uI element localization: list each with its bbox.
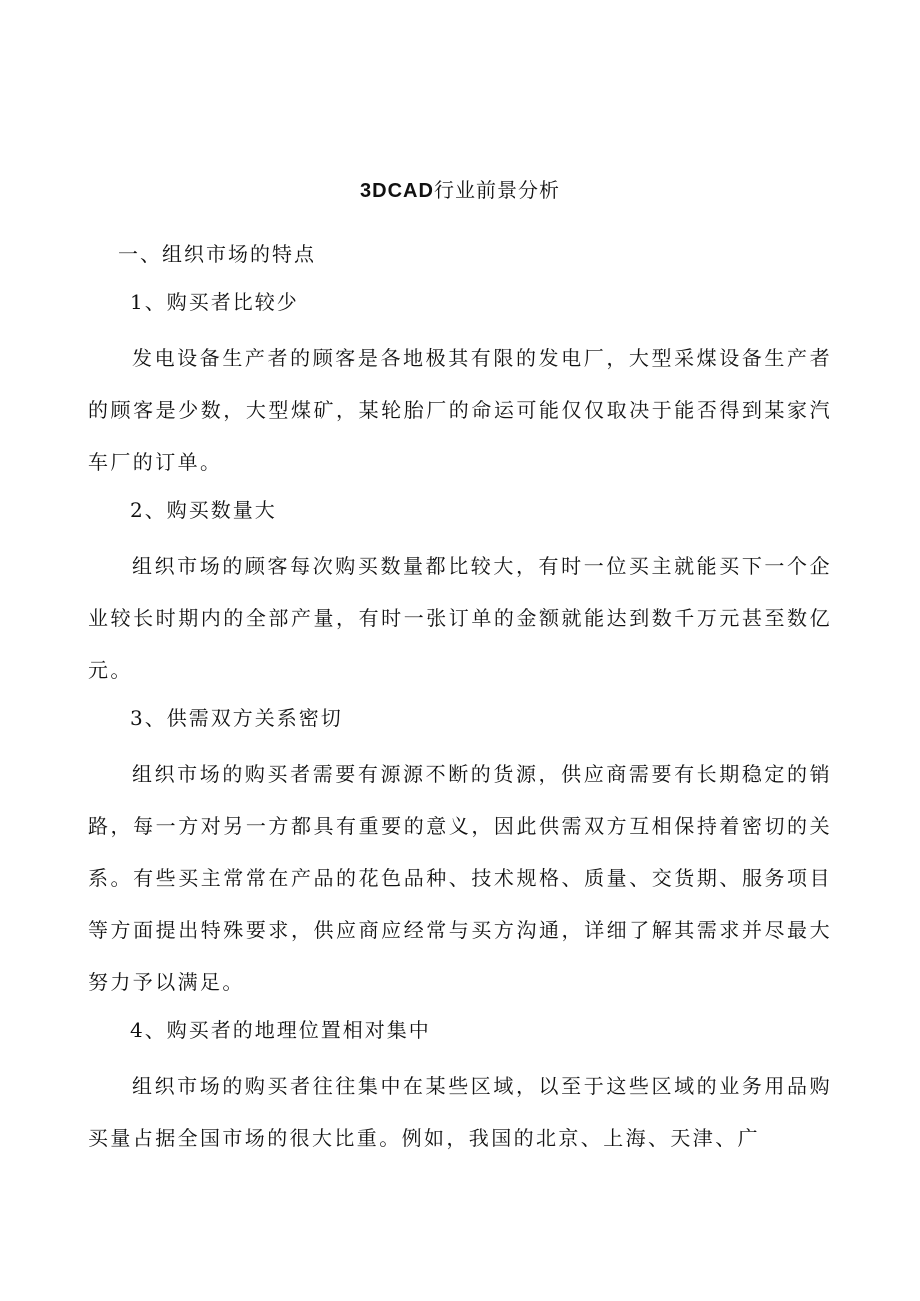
item-heading-2: 2、购买数量大 — [130, 498, 277, 522]
item-paragraph-2: 组织市场的顾客每次购买数量都比较大，有时一位买主就能买下一个企业较长时期内的全部产量，有时一张订单的金额就能达到数千万元甚至数亿元。 — [88, 554, 832, 682]
item-paragraph-3: 组织市场的购买者需要有源源不断的货源，供应商需要有长期稳定的销路，每一方对另一方都具有重要的意义，因此供需双方互相保持着密切的关系。有些买主常常在产品的花色品种、技术规格、质量、交货期、服务项目等方面提出特殊要求，供应商应经常与买方沟通，详细了解其需求并尽最大努力予以满足。 — [88, 762, 832, 994]
document-title — [0, 174, 920, 207]
item-heading-1: 1、购买者比较少 — [130, 290, 299, 314]
section-heading: 一、组织市场的特点 — [118, 242, 316, 266]
document-title-latin: 3DCAD — [360, 180, 434, 202]
document-title-cn: 行业前景分析 — [433, 178, 560, 202]
item-paragraph-4: 组织市场的购买者往往集中在某些区域，以至于这些区域的业务用品购买量占据全国市场的很大比重。例如，我国的北京、上海、天津、广 — [88, 1074, 832, 1150]
item-paragraph-1: 发电设备生产者的顾客是各地极其有限的发电厂，大型采煤设备生产者的顾客是少数，大型煤矿，某轮胎厂的命运可能仅仅取决于能否得到某家汽车厂的订单。 — [88, 346, 832, 474]
item-heading-4: 4、购买者的地理位置相对集中 — [130, 1018, 431, 1042]
item-heading-3: 3、供需双方关系密切 — [130, 706, 343, 730]
